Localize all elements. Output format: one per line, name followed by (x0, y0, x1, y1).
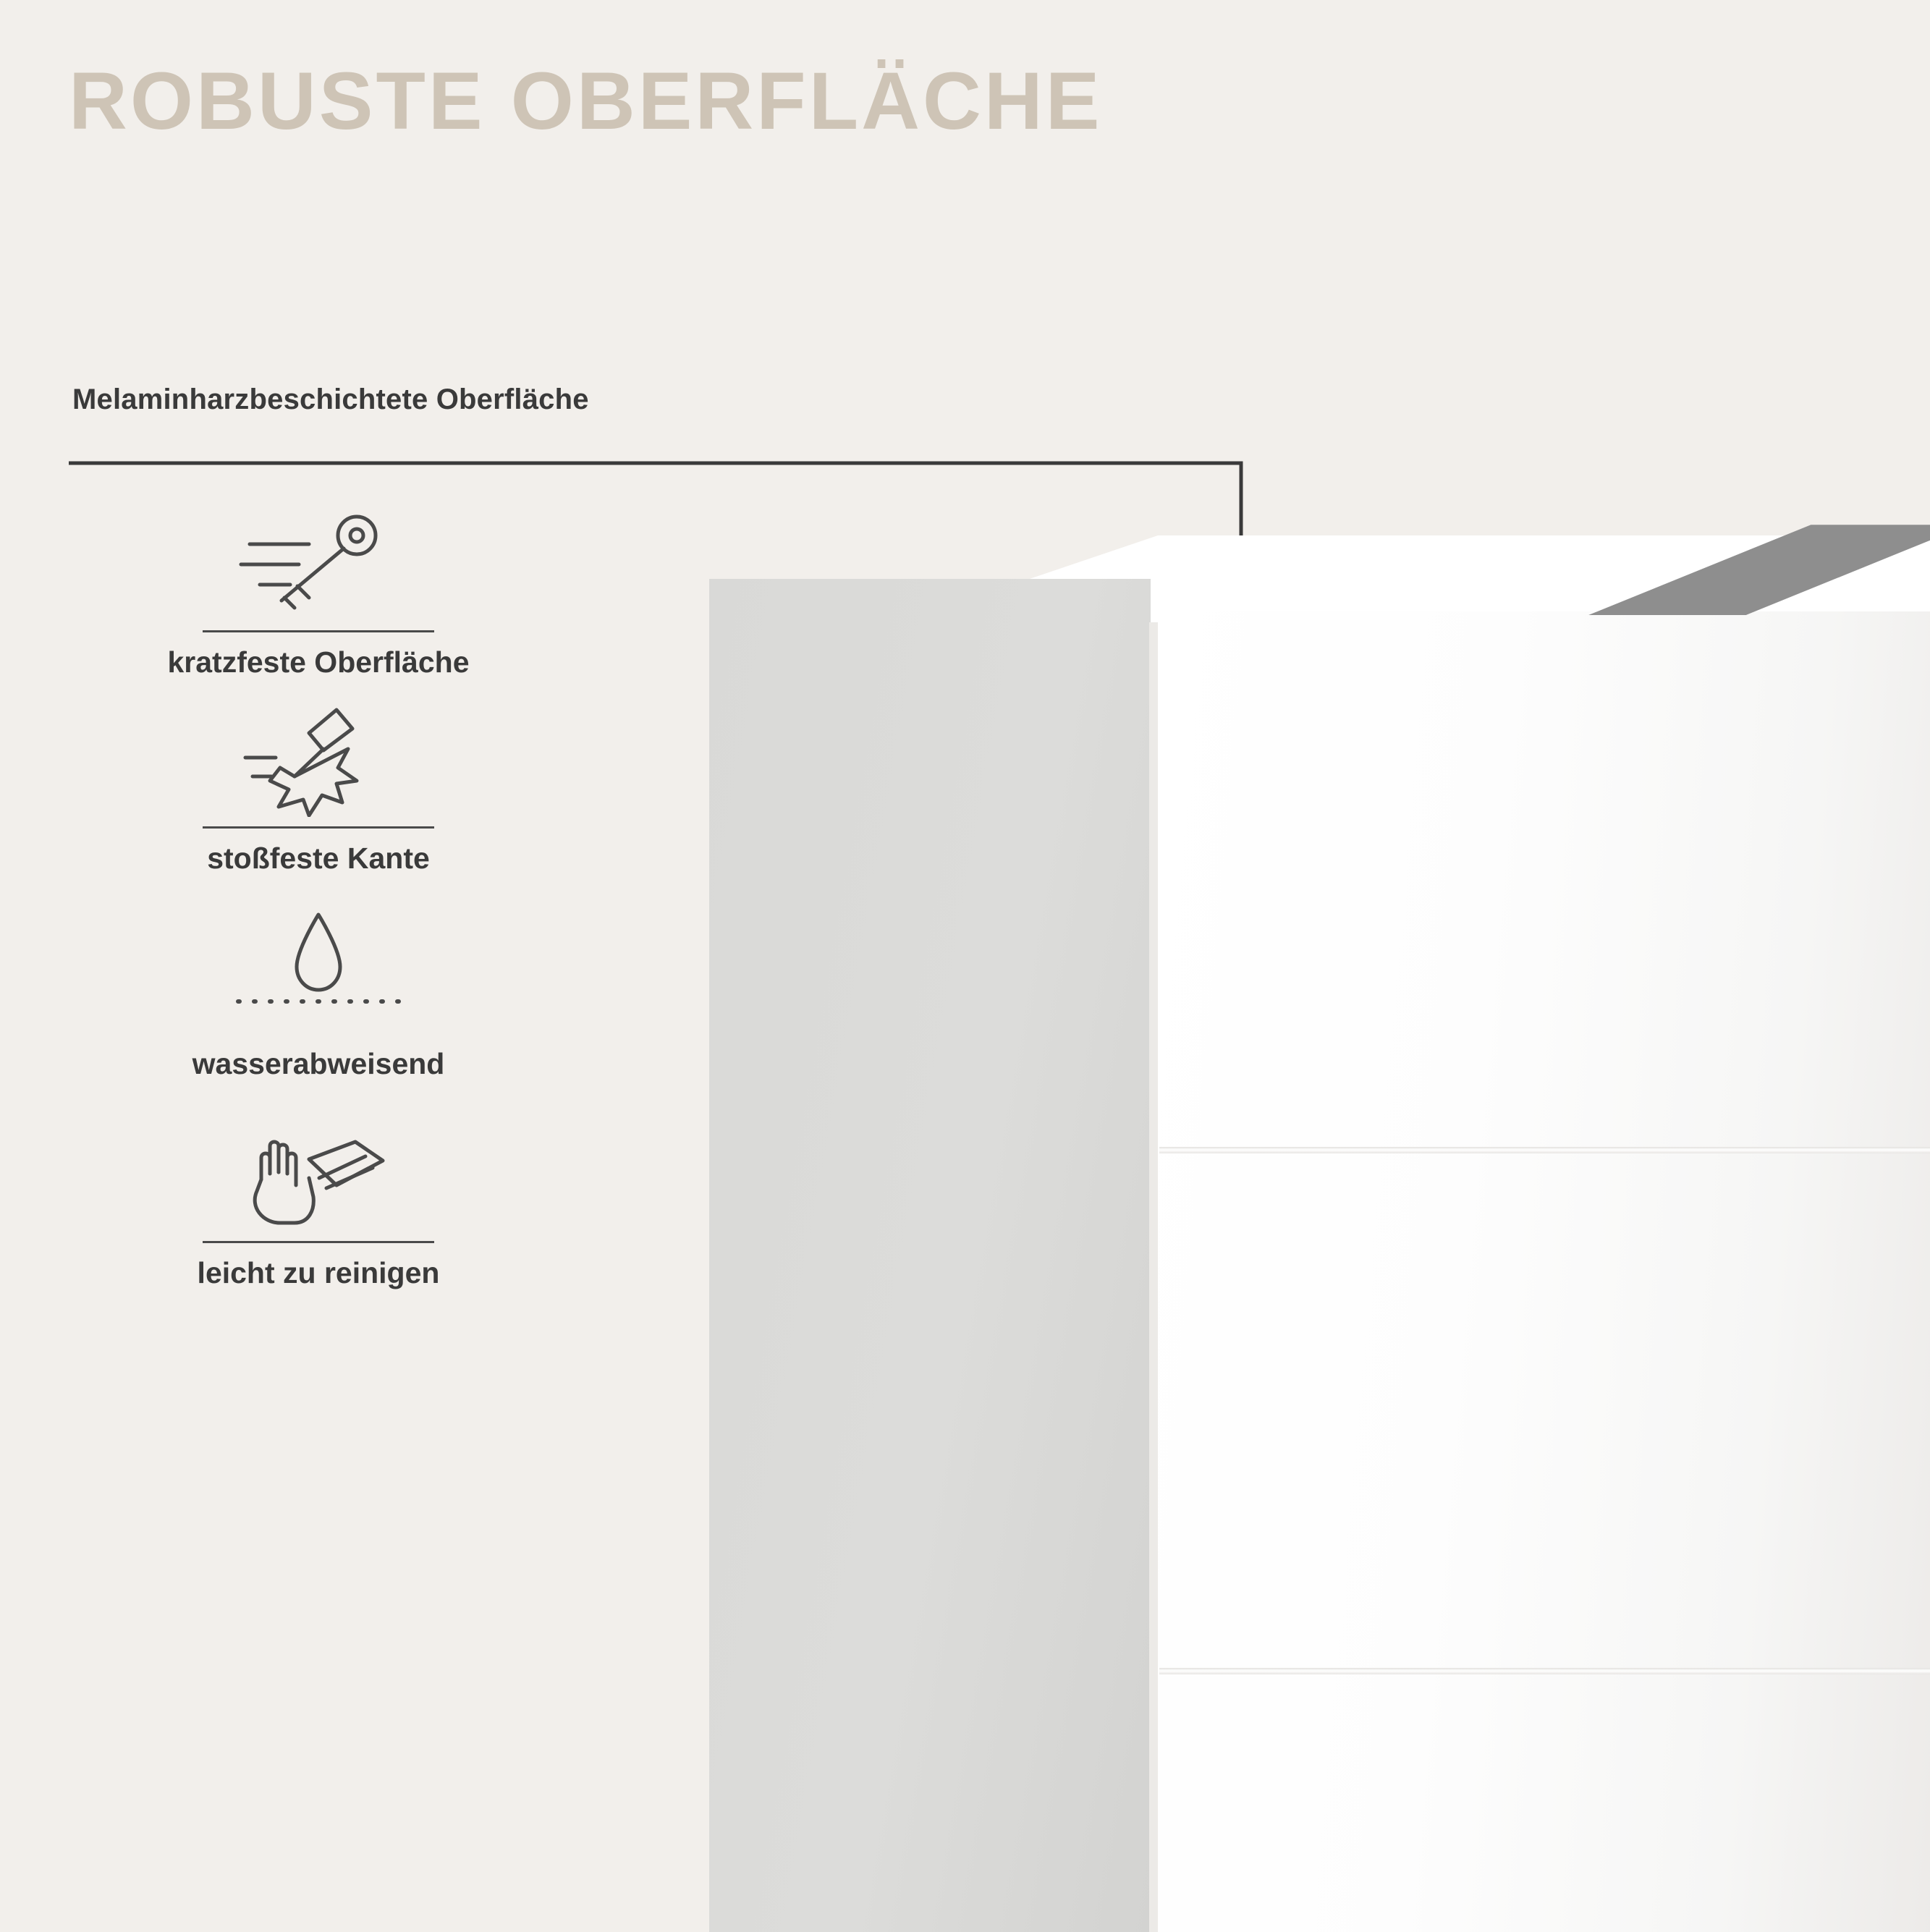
cabinet-side-panel (709, 579, 1151, 1932)
feature-divider (203, 1241, 434, 1243)
feature-divider (203, 826, 434, 829)
handle-recess (1505, 521, 1930, 615)
drawer-handle (1505, 521, 1930, 626)
feature-item (166, 695, 470, 876)
callout-label: Melaminharzbeschichtete Oberfläche (72, 384, 589, 415)
callout-block (69, 384, 1284, 416)
feature-label: kratzfeste Oberfläche (167, 645, 470, 679)
feature-item (166, 1110, 470, 1290)
product-illustration (709, 535, 1930, 1932)
cleaning-hand-cloth-icon (228, 1110, 409, 1237)
drawer-seam (1159, 1147, 1930, 1153)
feature-divider (203, 630, 434, 632)
scratch-key-icon (228, 499, 409, 626)
feature-item (166, 891, 470, 1081)
feature-list (166, 499, 470, 1306)
page-title: ROBUSTE OBERFLÄCHE (69, 56, 1103, 146)
water-drop-icon (228, 891, 409, 1018)
cabinet-front-panel (1158, 611, 1930, 1932)
feature-label: wasserabweisend (192, 1047, 445, 1080)
drawer-seam (1159, 1668, 1930, 1674)
feature-label: leicht zu reinigen (197, 1256, 440, 1289)
feature-item (166, 499, 470, 679)
hammer-impact-icon (228, 695, 409, 822)
feature-label: stoßfeste Kante (207, 842, 430, 875)
